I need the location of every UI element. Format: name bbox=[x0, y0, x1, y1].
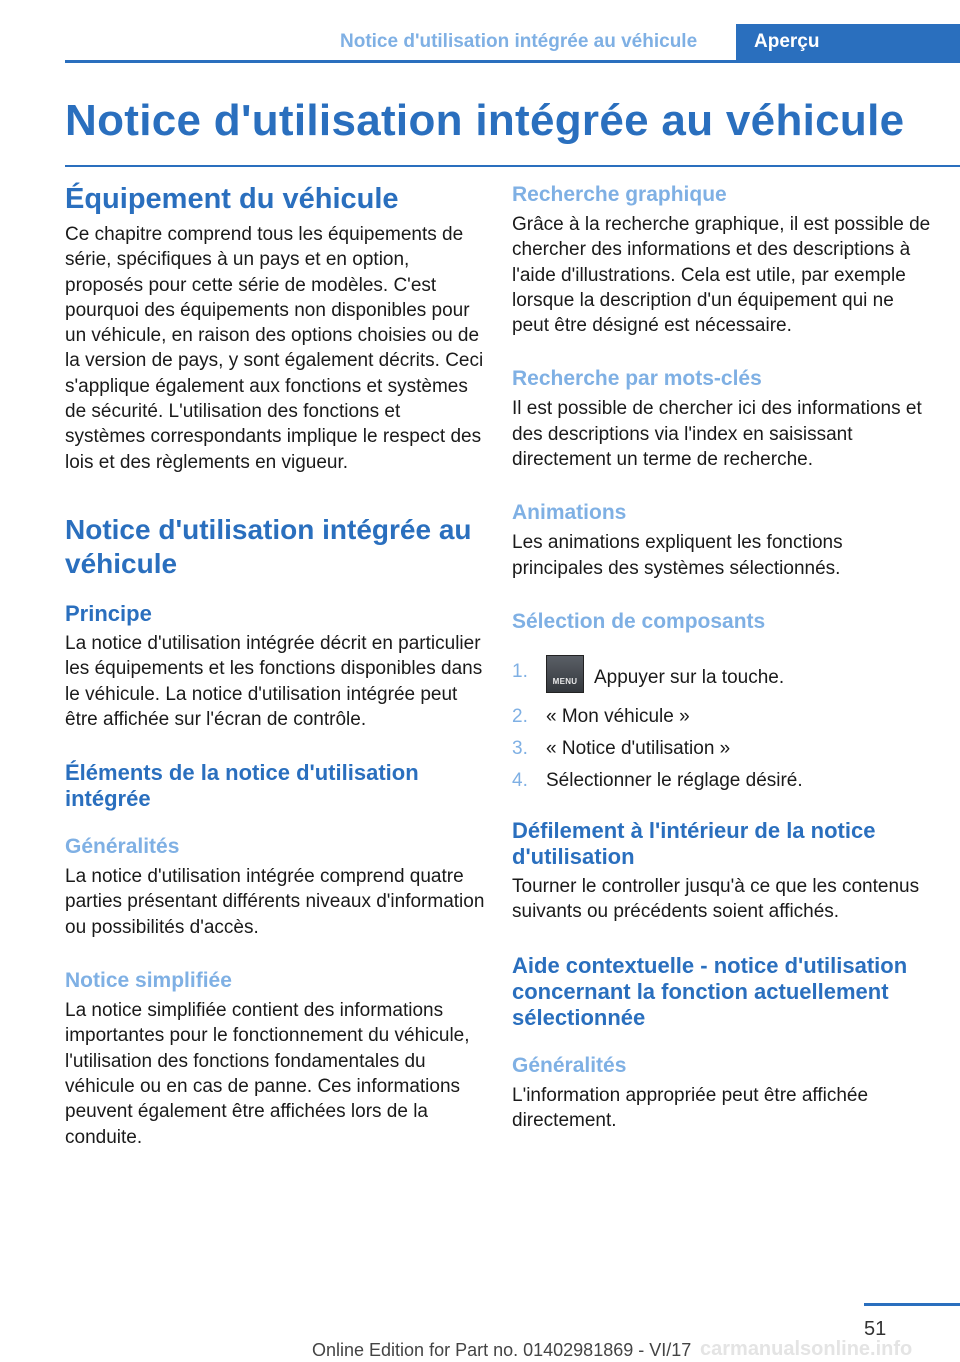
step-text: Appuyer sur la touche. bbox=[594, 666, 785, 688]
step-item bbox=[512, 659, 932, 697]
step-item bbox=[512, 704, 932, 729]
selection-steps bbox=[512, 659, 932, 793]
graphique-text: Grâce à la recherche graphique, il est possible de chercher des informations et des descriptions à l'aide d'illustrations. Cela est utile, par exemple lorsque la description d'un équipement qui ne peut être désigné est nécessaire. bbox=[512, 214, 931, 337]
simplifiee-title: Notice simplifiée bbox=[65, 969, 232, 993]
running-header-tab bbox=[736, 24, 960, 63]
aide-generalites-text: L'information appropriée peut être affichée directement. bbox=[512, 1084, 869, 1131]
running-header-section: Notice d'utilisation intégrée au véhicule bbox=[340, 31, 698, 52]
step-text: « Notice d'utilisation » bbox=[546, 737, 731, 759]
step-item bbox=[512, 768, 932, 793]
principe-text: La notice d'utilisation intégrée décrit en particulier les équipements et les fonctions disponibles dans le véhicule. La notice d'utilisation intégrée peut être affichée sur l'écran de contrôle. bbox=[65, 632, 483, 730]
edition-footer: Online Edition for Part no. 01402981869 - VI/17 bbox=[312, 1340, 692, 1360]
elements-title: Éléments de la notice d'utilisation intégrée bbox=[65, 760, 419, 812]
header-rule bbox=[65, 60, 960, 63]
page-title: Notice d'utilisation intégrée au véhicule bbox=[65, 96, 905, 145]
menu-button-icon bbox=[546, 655, 584, 693]
animations-title: Animations bbox=[512, 501, 627, 525]
aide-generalites-title: Généralités bbox=[512, 1053, 627, 1077]
aide-title: Aide contextuelle - notice d'utilisation concernant la fonction actuellement sélectionnée bbox=[512, 952, 908, 1030]
title-rule bbox=[65, 165, 960, 167]
defilement-text: Tourner le controller jusqu'à ce que les contenus suivants ou précédents soient affichés. bbox=[512, 875, 920, 923]
step-number: 1. bbox=[512, 660, 528, 682]
generalites-text: La notice d'utilisation intégrée comprend quatre parties présentant différents niveaux d'information ou possibilités d'accès. bbox=[65, 866, 485, 938]
watermark: carmanualsonline.info bbox=[700, 1338, 913, 1360]
defilement-title: Défilement à l'intérieur de la notice d'utilisation bbox=[512, 817, 876, 869]
menu-button-label: MENU bbox=[552, 676, 578, 686]
step-number: 3. bbox=[512, 737, 528, 759]
footer-rule bbox=[864, 1303, 960, 1306]
step-text: « Mon véhicule » bbox=[546, 705, 690, 727]
section-notice-title: Notice d'utilisation intégrée au véhicule bbox=[65, 513, 472, 579]
motscles-text: Il est possible de chercher ici des informations et des descriptions via l'index en saisissant directement un terme de recherche. bbox=[512, 398, 922, 471]
principe-title: Principe bbox=[65, 600, 152, 626]
step-text: Sélectionner le réglage désiré. bbox=[546, 769, 803, 791]
graphique-title: Recherche graphique bbox=[512, 183, 727, 206]
section-equipement-title: Équipement du véhicule bbox=[65, 183, 399, 215]
generalites-title: Généralités bbox=[65, 835, 180, 859]
left-column bbox=[65, 182, 485, 1150]
section-equipement-text: Ce chapitre comprend tous les équipements de série, spécifiques à un pays et en option, proposés pour cette série de modèles. C'est pourquoi des équipements non disponibles pour un véhicule, en raison des options choisies ou de la version de pays, y sont également décrits. Ceci s'applique également aux fonctions et systèmes de sécurité. L'utilisation des fonctions et systèmes correspondants implique le respect des lois et des règlements en vigueur. bbox=[65, 224, 484, 473]
right-column bbox=[512, 182, 932, 1133]
page-number: 51 bbox=[864, 1318, 887, 1340]
motscles-title: Recherche par mots-clés bbox=[512, 367, 762, 391]
running-header-tab-label: Aperçu bbox=[754, 31, 820, 52]
animations-text: Les animations expliquent les fonctions principales des systèmes sélectionnés. bbox=[512, 532, 843, 579]
step-number: 2. bbox=[512, 705, 528, 727]
step-number: 4. bbox=[512, 769, 528, 791]
step-item bbox=[512, 736, 932, 761]
simplifiee-text: La notice simplifiée contient des informations importantes pour le fonctionnement du véhicule, l'utilisation des fonctions fondamentales du véhicule ou en cas de panne. Ces informations peuvent également être affichées lors de la conduite. bbox=[65, 1000, 470, 1148]
selection-title: Sélection de composants bbox=[512, 609, 766, 633]
